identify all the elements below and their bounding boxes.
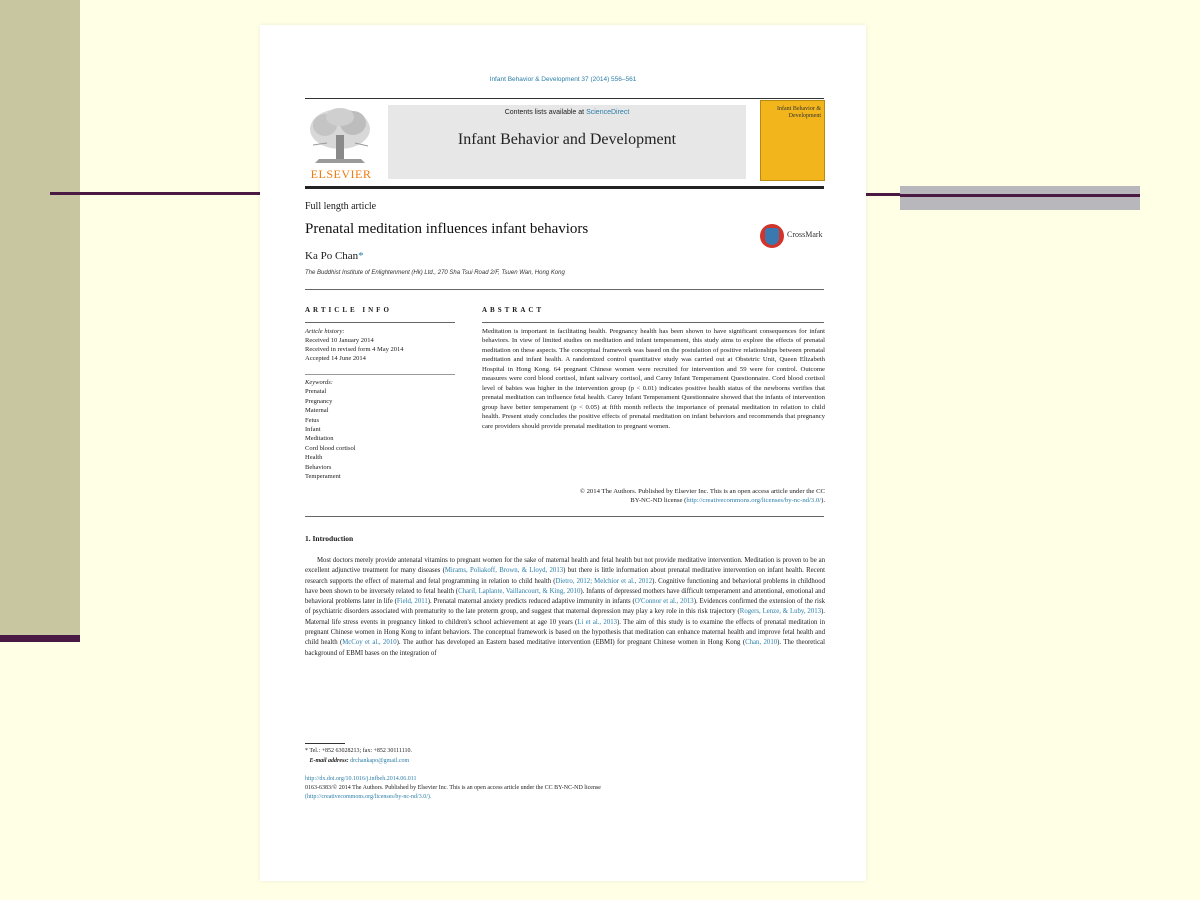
citation-link[interactable]: Rogers, Lenze, & Luby, 2013 — [739, 608, 822, 616]
doi-link[interactable]: http://dx.doi.org/10.1016/j.infbeh.2014.06.011 — [305, 776, 417, 782]
crossmark-button[interactable] — [760, 223, 830, 249]
intro-text: ). The aim of this study is to examine the effects of prenatal meditation in pregnant Chinese women in Hong Kong to infant behaviors. The conceptual framework is based on the hypothesis that meditation can enhance maternal health and improve fetal health and child health ( — [305, 618, 825, 647]
intro-text: ). Infants of depressed mothers have difficult temperament and attentional, emotional and behavioral problems later in life ( — [305, 587, 825, 606]
crossmark-label: CrossMark — [787, 230, 823, 239]
introduction-paragraph — [305, 556, 825, 659]
author-name — [305, 250, 364, 262]
slide-rule-right-box — [900, 186, 1140, 210]
citation-link[interactable]: McCoy et al., 2010 — [342, 639, 397, 647]
sciencedirect-link[interactable]: ScienceDirect — [586, 109, 630, 116]
keyword-item: Cord blood cortisol — [305, 444, 356, 452]
article-history — [305, 327, 455, 363]
keyword-item: Temperament — [305, 473, 341, 481]
abstract-rule — [482, 322, 824, 323]
journal-cover-title: Infant Behavior & Development — [777, 106, 821, 119]
license-footer-link[interactable]: (http://creativecommons.org/licenses/by-nc-nd/3.0/). — [305, 794, 432, 800]
email-label: E-mail address: — [309, 757, 349, 764]
keyword-item: Meditation — [305, 435, 334, 443]
citation-link[interactable]: Mirams, Poliakoff, Brown, & Lloyd, 2013 — [444, 567, 564, 575]
history-accepted: Accepted 14 June 2014 — [305, 355, 366, 362]
intro-text: ). Evidences confirmed the extension of the risk of psychiatric disorders associated with prematurity to the late preterm group, and suggest that maternal depression may play a key role in this risk trajectory ( — [305, 598, 825, 616]
article-type: Full length article — [305, 201, 377, 212]
copyright-close: ). — [821, 497, 825, 505]
keywords-label: Keywords: — [305, 379, 333, 386]
history-revised: Received in revised form 4 May 2014 — [305, 346, 404, 353]
slide-sidebar-foot — [0, 635, 80, 642]
keyword-item: Prenatal — [305, 388, 327, 396]
contents-prefix: Contents lists available at — [504, 109, 585, 116]
citation-link[interactable]: Chan, 2010 — [745, 639, 778, 647]
journal-masthead — [388, 105, 746, 179]
keywords-list — [305, 378, 455, 481]
keywords-rule — [305, 374, 455, 375]
journal-citation[interactable]: Infant Behavior & Development 37 (2014) 556–561 — [489, 76, 637, 83]
keyword-item: Pregnancy — [305, 397, 333, 405]
email-link[interactable]: drchankapo@gmail.com — [350, 757, 410, 764]
publisher-name: ELSEVIER — [310, 167, 372, 181]
paper-page — [260, 25, 866, 881]
intro-text: ). Cognitive functioning and behavioral problems in childhood have been shown to be inversely related to fetal health ( — [305, 577, 825, 595]
affiliation-rule — [305, 289, 824, 290]
citation-link[interactable]: Charil, Laplante, Vaillancourt, & King, 2010 — [458, 587, 581, 595]
abstract-heading: ABSTRACT — [482, 306, 545, 314]
crossmark-bookmark-shape — [765, 228, 779, 245]
slide-rule-right-line — [900, 194, 1140, 197]
intro-text: Most doctors merely provide antenatal vitamins to pregnant women for the sake of maternal health and fetal health but not provide meditative intervention. Meditation is proven to be an excellent adjunctive treatment for many diseases ( — [305, 557, 825, 575]
author-footnote — [305, 747, 825, 766]
citation-link[interactable]: Field, 2011 — [396, 598, 428, 606]
abstract-end-rule — [305, 516, 824, 517]
copyright-notice — [482, 487, 825, 506]
author-affiliation: The Buddhist Institute of Enlightenment (Hk) Ltd., 270 Sha Tsui Road 2/F, Tsuen Wan, Hong Kong — [305, 270, 565, 276]
journal-cover-image — [760, 100, 825, 181]
citation-link[interactable]: Li et al., 2013 — [577, 618, 618, 626]
header-rule — [305, 98, 824, 99]
keyword-item: Health — [305, 454, 323, 462]
keyword-item: Maternal — [305, 407, 329, 415]
keyword-item: Infant — [305, 426, 321, 434]
intro-text: ) but there is little information about prenatal meditative intervention on infant health. Recent research supports the effect of maternal and fetal programming in relation to child health ( — [305, 567, 825, 585]
author-name-text: Ka Po Chan — [305, 250, 359, 262]
crossmark-icon — [760, 224, 784, 248]
history-label: Article history: — [305, 328, 345, 335]
article-info-heading: ARTICLE INFO — [305, 306, 392, 314]
copyright-line-1: © 2014 The Authors. Published by Elsevier Inc. This is an open access article under the CC — [579, 488, 825, 495]
history-received: Received 10 January 2014 — [305, 337, 374, 344]
header-thick-rule — [305, 186, 824, 189]
issn-line: 0163-6383/© 2014 The Authors. Published by Elsevier Inc. This is an open access article under the CC BY-NC-ND license — [305, 785, 601, 791]
slide-rule-right-accent — [866, 193, 902, 196]
intro-text: ). Maternal life stress events in pregnancy linked to children's school achievement at age 10 years ( — [305, 608, 825, 626]
intro-text: ). Prenatal maternal anxiety predicts reduced adaptive immunity in infants ( — [427, 598, 635, 606]
introduction-heading: 1. Introduction — [305, 534, 354, 543]
article-info-rule — [305, 322, 455, 323]
article-title: Prenatal meditation influences infant behaviors — [305, 221, 589, 237]
intro-text: ). The theoretical background of EBMI bases on the integration of — [305, 639, 825, 657]
footnote-contact: * Tel.: +852 63028213; fax: +852 30111110. — [305, 748, 413, 754]
intro-text: ). The author has developed an Eastern based meditative intervention (EBMI) for pregnant Chinese women in Hong Kong ( — [396, 639, 746, 647]
copyright-line-2 — [482, 496, 825, 505]
citation-link[interactable]: Dietro, 2012; Melchior et al., 2012 — [555, 577, 653, 585]
citation-link[interactable]: O'Connor et al., 2013 — [634, 598, 694, 606]
author-footnote-mark[interactable]: * — [358, 250, 364, 262]
slide-rule-left — [50, 192, 262, 195]
abstract-text: Meditation is important in facilitating health. Pregnancy health has been shown to have significant consequences for infant behaviors. In view of limited studies on meditation and infant temperament, this study aims to explore the effects of prenatal meditation on these aspects. The conceptual framework was based on the postulation of positive relationships between prenatal meditation and infant health. A randomized control quantitative study was carried out at Obstetric Unit, Queen Elizabeth Hospital in Hong Kong. 64 pregnant Chinese women were recruited for intervention and 59 were for control. Outcome measures were cord blood cortisol, infant salivary cortisol, and Carey Infant Temperament Questionnaire. Cord blood cortisol level of babies was higher in the intervention group (p < 0.01) indicates positive health status of the newborns verifies that prenatal meditation can influence fetal health. Carey Infant Temperament Questionnaire showed that the infants of intervention group have better temperament (p < 0.05) at fifth month reflects the importance of prenatal meditation in relation to child health. Present study concludes the positive effects of prenatal meditation on infant behaviors and recommends that pregnancy care providers should provide prenatal meditation to pregnant women. — [482, 328, 825, 430]
footnote-rule — [305, 743, 345, 744]
doi-block — [305, 775, 825, 802]
keyword-item: Fetus — [305, 416, 320, 424]
license-link[interactable]: http://creativecommons.org/licenses/by-nc-nd/3.0/ — [686, 497, 822, 505]
copyright-license-text: BY-NC-ND license ( — [630, 497, 687, 505]
contents-line — [388, 109, 746, 116]
keyword-item: Behaviors — [305, 463, 332, 471]
slide-sidebar-band — [0, 0, 80, 635]
journal-title: Infant Behavior and Development — [457, 131, 677, 148]
footnote-email-line — [305, 757, 825, 767]
